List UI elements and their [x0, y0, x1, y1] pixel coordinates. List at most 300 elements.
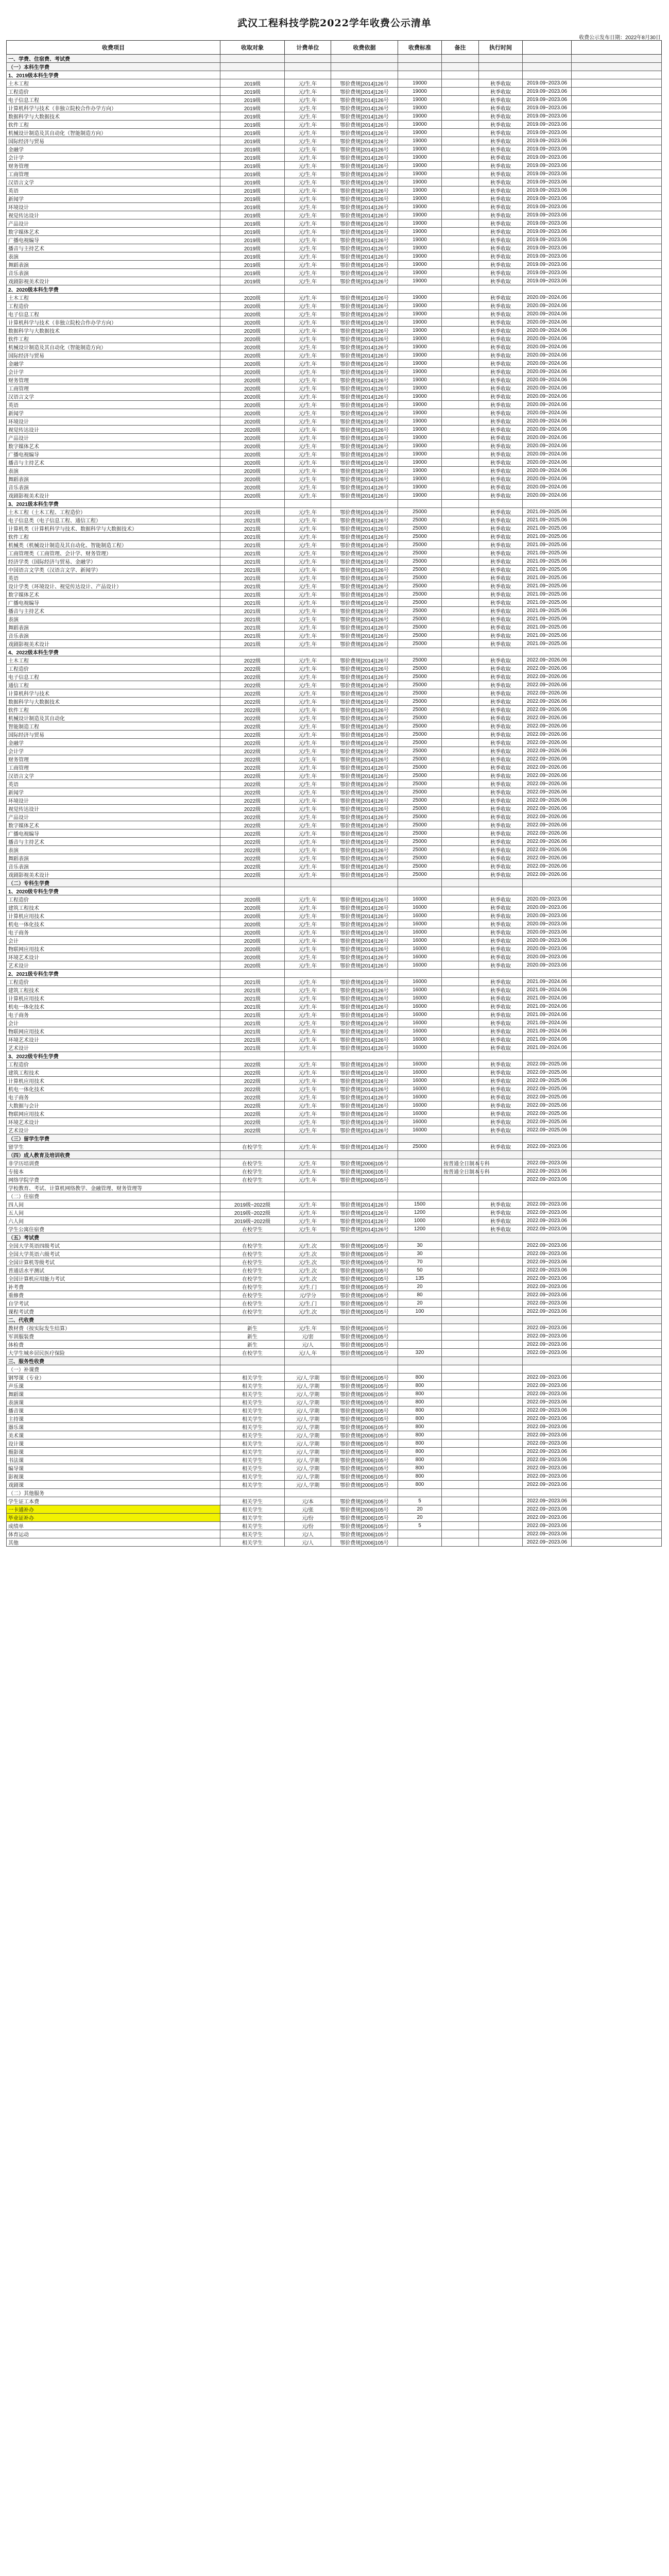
table-cell: 秋季收取: [479, 376, 523, 384]
table-cell: [442, 1036, 479, 1044]
table-cell: 2019.09~2023.06: [523, 162, 572, 170]
table-cell: 2021级: [220, 599, 285, 607]
table-cell: [572, 1258, 662, 1266]
table-cell: 2022.09~2025.06: [523, 1077, 572, 1085]
table-cell: 秋季收取: [479, 335, 523, 343]
table-cell: 相关学生: [220, 1456, 285, 1464]
table-cell: 学校教育、考试、计算机网络教学、金融管理、财务管理等: [7, 1184, 220, 1192]
table-cell: 2022.09~2023.06: [523, 1464, 572, 1472]
table-cell: 元/生.年: [285, 426, 331, 434]
table-row: [7, 310, 662, 318]
table-cell: 五人间: [7, 1209, 220, 1217]
table-cell: 2020.09~2024.06: [523, 343, 572, 351]
table-cell: 元/生.年: [285, 582, 331, 590]
table-row: [7, 1349, 662, 1357]
table-cell: [442, 887, 479, 895]
table-cell: [285, 1233, 331, 1242]
table-cell: 16000: [398, 904, 442, 912]
table-cell: 元/生.年: [285, 541, 331, 549]
table-cell: 2021.09~2025.06: [523, 599, 572, 607]
table-cell: 2022.09~2023.06: [523, 1258, 572, 1266]
table-row: [7, 79, 662, 88]
table-cell: 元/生.年: [285, 252, 331, 261]
table-cell: 元/生.年: [285, 1176, 331, 1184]
table-cell: [442, 755, 479, 764]
table-cell: [572, 731, 662, 739]
table-cell: 19000: [398, 442, 442, 450]
table-cell: 元/生.年: [285, 599, 331, 607]
table-cell: 秋季收取: [479, 772, 523, 780]
table-cell: [572, 648, 662, 656]
table-cell: 2020级: [220, 904, 285, 912]
table-cell: [442, 945, 479, 953]
table-cell: 2022级: [220, 665, 285, 673]
table-cell: 元/生.年: [285, 475, 331, 483]
table-cell: [442, 970, 479, 978]
table-row: [7, 302, 662, 310]
table-row: [7, 426, 662, 434]
table-row: [7, 541, 662, 549]
table-cell: [442, 829, 479, 838]
table-row: [7, 912, 662, 920]
table-cell: 2019.09~2023.06: [523, 96, 572, 104]
table-cell: [442, 1349, 479, 1357]
table-cell: [572, 854, 662, 862]
table-cell: 25000: [398, 557, 442, 566]
table-cell: 鄂价费规[2014]126号: [331, 244, 398, 252]
table-cell: [572, 961, 662, 970]
table-row: [7, 1192, 662, 1200]
table-cell: 2020.09~2024.06: [523, 294, 572, 302]
table-cell: 2019级: [220, 121, 285, 129]
table-cell: 计算机科学与技术（非独立院校合作办学方向）: [7, 318, 220, 327]
table-cell: 环境艺术设计: [7, 1036, 220, 1044]
table-cell: 元/生.年: [285, 780, 331, 788]
table-cell: 5: [398, 1497, 442, 1505]
table-cell: 全国计算机等级考试: [7, 1258, 220, 1266]
table-cell: 工程造价: [7, 1060, 220, 1069]
table-cell: [220, 500, 285, 508]
table-cell: [479, 1151, 523, 1159]
table-cell: 19000: [398, 467, 442, 475]
table-cell: 2022.09~2023.06: [523, 1472, 572, 1481]
table-cell: 2022.09~2025.06: [523, 1069, 572, 1077]
table-cell: 鄂价费规[2014]126号: [331, 294, 398, 302]
table-cell: 元/生.年: [285, 755, 331, 764]
table-cell: [285, 1489, 331, 1497]
table-cell: 2022.09~2023.06: [523, 1522, 572, 1530]
table-cell: 2019.09~2023.06: [523, 187, 572, 195]
table-cell: 元/生.年: [285, 351, 331, 360]
table-cell: 2022.09~2026.06: [523, 838, 572, 846]
table-cell: 在校学生: [220, 1266, 285, 1275]
table-cell: 2022级: [220, 1069, 285, 1077]
table-cell: [572, 252, 662, 261]
table-cell: 19000: [398, 417, 442, 426]
table-cell: 秋季收取: [479, 112, 523, 121]
table-cell: 元/人.学期: [285, 1406, 331, 1415]
table-cell: 2022.09~2026.06: [523, 698, 572, 706]
table-cell: 2021级: [220, 533, 285, 541]
table-cell: [479, 970, 523, 978]
table-cell: [572, 88, 662, 96]
table-cell: 2022.09~2026.06: [523, 656, 572, 665]
table-cell: 秋季收取: [479, 459, 523, 467]
table-cell: 元/张: [285, 1505, 331, 1514]
section-row: [7, 63, 662, 71]
table-cell: 800: [398, 1398, 442, 1406]
table-cell: 2019级: [220, 252, 285, 261]
table-cell: [572, 1324, 662, 1332]
table-cell: 鄂价费规[2014]126号: [331, 549, 398, 557]
table-cell: [572, 294, 662, 302]
table-cell: 元/生.次: [285, 1242, 331, 1250]
table-cell: [442, 1077, 479, 1085]
table-cell: 戏剧影视美术设计: [7, 640, 220, 648]
table-cell: 经济学类（国际经济与贸易、金融学）: [7, 557, 220, 566]
table-cell: 16000: [398, 1019, 442, 1027]
table-cell: [479, 1332, 523, 1341]
table-row: [7, 492, 662, 500]
table-cell: [220, 970, 285, 978]
table-cell: [331, 500, 398, 508]
table-row: [7, 1341, 662, 1349]
table-row: [7, 1077, 662, 1085]
table-cell: 秋季收取: [479, 327, 523, 335]
table-cell: [479, 1431, 523, 1439]
table-cell: 秋季收取: [479, 706, 523, 714]
table-row: [7, 129, 662, 137]
table-cell: 2022.09~2026.06: [523, 689, 572, 698]
table-cell: [398, 1365, 442, 1374]
table-row: [7, 236, 662, 244]
table-cell: [442, 368, 479, 376]
table-cell: 秋季收取: [479, 310, 523, 318]
table-cell: [572, 582, 662, 590]
table-cell: 播音与主持艺术: [7, 459, 220, 467]
table-row: [7, 483, 662, 492]
table-cell: 320: [398, 1349, 442, 1357]
table-cell: [572, 55, 662, 63]
table-cell: 1200: [398, 1225, 442, 1233]
table-row: [7, 755, 662, 764]
table-cell: 2020.09~2024.06: [523, 393, 572, 401]
table-cell: [442, 500, 479, 508]
table-cell: 体育运动: [7, 1530, 220, 1538]
table-cell: 鄂价费规[2006]105号: [331, 1522, 398, 1530]
table-cell: 秋季收取: [479, 689, 523, 698]
table-cell: 2022.09~2025.06: [523, 1085, 572, 1093]
table-cell: 鄂价费规[2014]126号: [331, 615, 398, 623]
table-cell: [331, 55, 398, 63]
table-cell: 元/生.年: [285, 607, 331, 615]
table-cell: 秋季收取: [479, 524, 523, 533]
table-cell: 2019级: [220, 244, 285, 252]
table-cell: 2022.09~2025.06: [523, 1110, 572, 1118]
table-cell: 2019级: [220, 187, 285, 195]
table-cell: [442, 566, 479, 574]
table-cell: 鄂价费规[2006]105号: [331, 1530, 398, 1538]
table-cell: 2020.09~2024.06: [523, 368, 572, 376]
table-row: [7, 920, 662, 928]
table-cell: 鄂价费规[2014]126号: [331, 195, 398, 203]
table-cell: 工商管理类（工商管理、会计学、财务管理）: [7, 549, 220, 557]
table-cell: 秋季收取: [479, 129, 523, 137]
table-cell: 2022级: [220, 1126, 285, 1134]
table-cell: [572, 1217, 662, 1225]
table-cell: 25000: [398, 656, 442, 665]
table-cell: [479, 1291, 523, 1299]
table-cell: 鄂价费规[2014]126号: [331, 986, 398, 994]
table-cell: 2022.09~2023.06: [523, 1217, 572, 1225]
table-cell: 秋季收取: [479, 838, 523, 846]
table-cell: 元/套: [285, 1332, 331, 1341]
table-cell: [572, 79, 662, 88]
table-cell: 鄂价费规[2006]105号: [331, 1275, 398, 1283]
table-cell: 秋季收取: [479, 219, 523, 228]
table-cell: [572, 244, 662, 252]
table-cell: 鄂价费规[2014]126号: [331, 1060, 398, 1069]
table-row: [7, 533, 662, 541]
table-cell: 机械设计制造及其自动化（智能制造方向）: [7, 129, 220, 137]
table-cell: 2020级: [220, 928, 285, 937]
table-cell: [442, 1456, 479, 1464]
section-row: [7, 648, 662, 656]
table-row: [7, 269, 662, 277]
table-cell: [398, 55, 442, 63]
table-cell: 元/生.年: [285, 310, 331, 318]
table-cell: [442, 1003, 479, 1011]
table-cell: 2022.09~2023.06: [523, 1431, 572, 1439]
table-cell: 鄂价费规[2006]105号: [331, 1374, 398, 1382]
table-cell: 元/生.年: [285, 187, 331, 195]
table-cell: [331, 1052, 398, 1060]
table-cell: [398, 1151, 442, 1159]
table-cell: 秋季收取: [479, 912, 523, 920]
table-cell: 元/生.年: [285, 566, 331, 574]
table-cell: 鄂价费规[2014]126号: [331, 368, 398, 376]
table-cell: 2022.09~2023.06: [523, 1167, 572, 1176]
table-cell: 鄂价费规[2006]105号: [331, 1308, 398, 1316]
table-cell: 元/生.次: [285, 1266, 331, 1275]
table-row: [7, 566, 662, 574]
table-cell: 在校学生: [220, 1242, 285, 1250]
table-cell: 秋季收取: [479, 813, 523, 821]
table-cell: [572, 994, 662, 1003]
table-cell: 元/生.年: [285, 195, 331, 203]
table-cell: 19000: [398, 178, 442, 187]
table-cell: 汉语言文学: [7, 178, 220, 187]
table-cell: 秋季收取: [479, 788, 523, 796]
table-cell: 元/生.年: [285, 722, 331, 731]
table-cell: 环境设计: [7, 796, 220, 805]
table-cell: 5: [398, 1522, 442, 1530]
table-cell: 元/生.年: [285, 731, 331, 739]
table-cell: 鄂价费规[2006]105号: [331, 1324, 398, 1332]
table-cell: [220, 285, 285, 294]
table-cell: [442, 1134, 479, 1143]
table-row: [7, 277, 662, 285]
table-cell: [572, 1003, 662, 1011]
table-cell: 器乐课: [7, 1423, 220, 1431]
table-cell: 2022.09~2023.06: [523, 1250, 572, 1258]
table-row: [7, 1167, 662, 1176]
table-row: [7, 788, 662, 796]
table-cell: [442, 648, 479, 656]
table-cell: 25000: [398, 640, 442, 648]
table-cell: 2019级: [220, 269, 285, 277]
table-cell: 3、2021级本科生学费: [7, 500, 220, 508]
table-cell: [572, 1489, 662, 1497]
table-cell: 16000: [398, 953, 442, 961]
table-cell: 相关学生: [220, 1522, 285, 1530]
table-cell: [442, 1225, 479, 1233]
table-cell: 秋季收取: [479, 895, 523, 904]
table-cell: [572, 920, 662, 928]
table-cell: 元/生.年: [285, 838, 331, 846]
table-cell: 元/生.年: [285, 805, 331, 813]
section-row: [7, 1357, 662, 1365]
table-cell: 鄂价费规[2006]105号: [331, 1406, 398, 1415]
table-cell: [572, 203, 662, 211]
table-cell: 2022.09~2023.06: [523, 1398, 572, 1406]
table-cell: [572, 1036, 662, 1044]
table-cell: [572, 541, 662, 549]
table-cell: 鄂价费规[2014]126号: [331, 665, 398, 673]
table-row: [7, 846, 662, 854]
table-cell: （一）本科生学费: [7, 63, 220, 71]
table-row: [7, 1431, 662, 1439]
table-row: [7, 706, 662, 714]
table-cell: [442, 912, 479, 920]
table-cell: [442, 1192, 479, 1200]
table-cell: [442, 1019, 479, 1027]
table-row: [7, 393, 662, 401]
table-cell: 2021级: [220, 1003, 285, 1011]
table-cell: 鄂价费规[2006]105号: [331, 1250, 398, 1258]
table-cell: 数字媒体艺术: [7, 442, 220, 450]
table-cell: 19000: [398, 310, 442, 318]
table-cell: 秋季收取: [479, 261, 523, 269]
table-cell: 19000: [398, 129, 442, 137]
table-row: [7, 261, 662, 269]
table-cell: 秋季收取: [479, 862, 523, 871]
table-cell: 16000: [398, 986, 442, 994]
table-cell: 元/人.学期: [285, 1439, 331, 1448]
table-cell: [442, 475, 479, 483]
table-cell: 2020.09~2024.06: [523, 434, 572, 442]
table-cell: 19000: [398, 401, 442, 409]
table-cell: [442, 261, 479, 269]
table-cell: 戏剧影视美术设计: [7, 277, 220, 285]
table-cell: [572, 739, 662, 747]
table-cell: [442, 310, 479, 318]
table-cell: 16000: [398, 920, 442, 928]
table-cell: 鄂价费规[2014]126号: [331, 401, 398, 409]
table-cell: [479, 1316, 523, 1324]
table-cell: 2020级: [220, 393, 285, 401]
table-cell: 秋季收取: [479, 1093, 523, 1101]
table-cell: [220, 648, 285, 656]
table-cell: 19000: [398, 351, 442, 360]
table-cell: （五）考试费: [7, 1233, 220, 1242]
table-cell: 元/生.门: [285, 1283, 331, 1291]
table-cell: [442, 920, 479, 928]
table-cell: 鄂价费规[2006]105号: [331, 1159, 398, 1167]
table-cell: [523, 1365, 572, 1374]
table-cell: [479, 1266, 523, 1275]
table-cell: 16000: [398, 945, 442, 953]
table-cell: 按普通全日制本专科: [442, 1167, 479, 1176]
table-cell: 元/人: [285, 1530, 331, 1538]
table-cell: 2019.09~2023.06: [523, 203, 572, 211]
table-cell: 2019级~2022级: [220, 1217, 285, 1225]
table-cell: 设计课: [7, 1439, 220, 1448]
table-cell: 16000: [398, 1069, 442, 1077]
table-cell: 2020级: [220, 945, 285, 953]
table-cell: [220, 1184, 285, 1192]
table-cell: 秋季收取: [479, 178, 523, 187]
table-cell: 表演课: [7, 1398, 220, 1406]
table-row: [7, 1036, 662, 1044]
table-cell: 数据科学与大数据技术: [7, 112, 220, 121]
col-basis: 收费依据: [331, 41, 398, 55]
table-cell: 2021级: [220, 1011, 285, 1019]
table-row: [7, 1406, 662, 1415]
table-cell: 普通话水平测试: [7, 1266, 220, 1275]
table-cell: 秋季收取: [479, 582, 523, 590]
table-cell: 元/生.年: [285, 549, 331, 557]
table-cell: 19000: [398, 104, 442, 112]
table-row: [7, 961, 662, 970]
table-cell: 2020.09~2024.06: [523, 351, 572, 360]
table-cell: 鄂价费规[2014]126号: [331, 228, 398, 236]
table-cell: [220, 1134, 285, 1143]
table-cell: 舞蹈表演: [7, 854, 220, 862]
table-cell: 25000: [398, 673, 442, 681]
table-cell: [442, 1514, 479, 1522]
table-cell: [442, 129, 479, 137]
table-cell: 20: [398, 1299, 442, 1308]
table-cell: [442, 533, 479, 541]
table-row: [7, 88, 662, 96]
table-cell: [331, 970, 398, 978]
table-cell: 鄂价费规[2014]126号: [331, 104, 398, 112]
table-cell: [285, 970, 331, 978]
table-row: [7, 854, 662, 862]
table-cell: 25000: [398, 533, 442, 541]
table-cell: 鄂价费规[2006]105号: [331, 1398, 398, 1406]
table-cell: 元/生.年: [285, 862, 331, 871]
table-cell: [479, 1538, 523, 1547]
table-cell: [479, 879, 523, 887]
table-row: [7, 656, 662, 665]
table-cell: [572, 1472, 662, 1481]
table-cell: 2019.09~2023.06: [523, 178, 572, 187]
table-cell: 2019.09~2023.06: [523, 88, 572, 96]
table-cell: [285, 71, 331, 79]
table-cell: 鄂价费规[2014]126号: [331, 170, 398, 178]
table-cell: 鄂价费规[2014]126号: [331, 302, 398, 310]
table-cell: 2020.09~2024.06: [523, 376, 572, 384]
table-cell: 元/生.年: [285, 1143, 331, 1151]
table-cell: [572, 1374, 662, 1382]
table-cell: 秋季收取: [479, 681, 523, 689]
table-cell: [572, 928, 662, 937]
table-cell: 元/生.年: [285, 162, 331, 170]
table-cell: 鄂价费规[2014]126号: [331, 187, 398, 195]
table-cell: 2019.09~2023.06: [523, 211, 572, 219]
